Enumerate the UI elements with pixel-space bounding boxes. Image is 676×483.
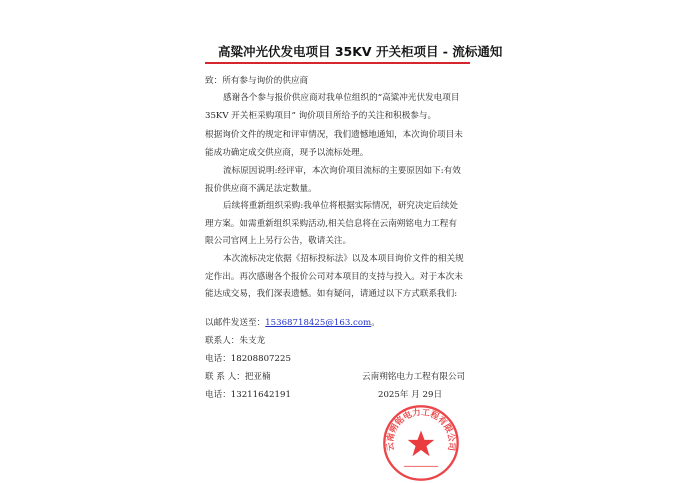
paragraph-line: 理方案。如需重新组织采购活动,相关信息将在云南朔铭电力工程有 xyxy=(205,219,457,229)
paragraph-line: 感谢各个参与报价供应商对我单位组织的“高粱冲光伏发电项目 xyxy=(223,93,460,103)
paragraph-line: 限公司官网上上另行公告，敬请关注。 xyxy=(205,236,352,246)
email-link[interactable]: 15368718425@163.com xyxy=(265,318,372,328)
contact-person-1: 联系人：朱支龙 xyxy=(205,336,266,346)
signature-date: 2025年 月 29日 xyxy=(378,390,443,400)
svg-text:云南朔铭电力工程有限公司: 云南朔铭电力工程有限公司 xyxy=(385,407,457,452)
email-suffix: 。 xyxy=(371,318,380,328)
paragraph-line: 能达成交易，我们深表遗憾。如有疑问，请通过以下方式联系我们: xyxy=(205,289,458,299)
email-label: 以邮件发送至： xyxy=(205,318,266,328)
phone-2: 电话：13211642191 xyxy=(205,390,291,400)
contact-person-2: 联 系 人：把亚楠 xyxy=(205,372,271,382)
signature-company: 云南朔铭电力工程有限公司 xyxy=(362,372,466,382)
salutation: 致：所有参与询价的供应商 xyxy=(205,76,309,86)
paragraph-line: 35KV 开关柜采购项目” 询价项目所给予的关注和积极参与。 xyxy=(205,111,437,121)
paragraph-line: 后续将重新组织采购:我单位将根据实际情况，研究决定后续处 xyxy=(223,201,458,211)
paragraph-line: 报价供应商不满足法定数量。 xyxy=(205,184,317,194)
notice-title: 高粱冲光伏发电项目 35KV 开关柜项目 - 流标通知 xyxy=(218,44,503,59)
paragraph-line: 本次流标决定依据《招标投标法》以及本项目询价文件的相关规 xyxy=(223,254,464,264)
paragraph-line: 根据询价文件的规定和评审情况，我们遗憾地通知，本次询价项目未 xyxy=(205,130,463,140)
phone-1: 电话：18208807225 xyxy=(205,354,291,364)
paragraph-line: 定作出。再次感谢各个报价公司对本项目的支持与投入。对于本次未 xyxy=(205,272,463,282)
email-line xyxy=(205,317,380,329)
title-divider xyxy=(205,62,470,64)
paragraph-line: 流标原因说明:经评审，本次询价项目流标的主要原因如下:有效 xyxy=(223,166,461,176)
paragraph-line: 能成功确定成交供应商，现予以流标处理。 xyxy=(205,148,369,158)
company-seal-stamp xyxy=(382,404,460,482)
